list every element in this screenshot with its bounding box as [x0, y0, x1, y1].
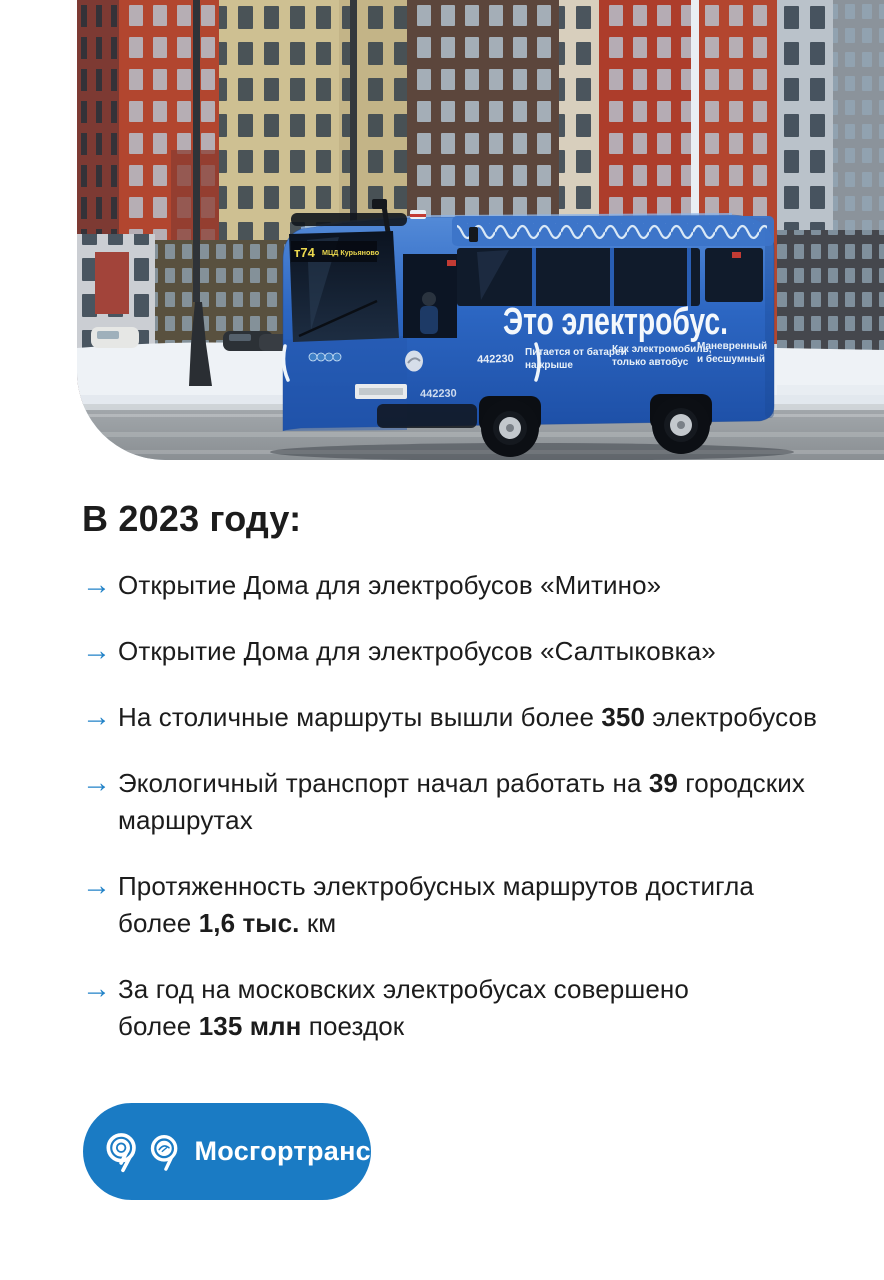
page-title: В 2023 году:: [82, 498, 302, 539]
list-item: [82, 971, 830, 1045]
list-item-text: [118, 765, 805, 839]
fleet-number-side: 442230: [419, 387, 457, 401]
slogan-2-line1: Как электромобиль,: [612, 344, 712, 355]
list-item-text: [118, 971, 689, 1045]
driver-silhouette: [422, 292, 436, 306]
list-item-text: [118, 567, 661, 604]
sticker-red-rear: [732, 252, 741, 258]
arrow-right-icon: →: [82, 701, 111, 733]
item-text: Открытие Дома для электробусов «Салтыковка»: [118, 636, 716, 666]
bus-headline-text: Это электробус.: [503, 301, 728, 343]
item-text: более: [118, 908, 199, 938]
slogan-2-line2: только автобус: [612, 357, 689, 368]
list-item-text: [118, 868, 754, 942]
moscow-transport-logo-icon: [101, 1119, 141, 1185]
mosgortrans-logo-icon: [147, 1120, 181, 1184]
item-text: электробусов: [645, 702, 817, 732]
list-item: [82, 567, 830, 604]
item-text: поездок: [301, 1011, 405, 1041]
slogan-3-line2: и бесшумный: [697, 354, 765, 365]
brand-name: Мосгортранс: [194, 1136, 371, 1166]
item-text: За год на московских электробусах совершено: [118, 974, 689, 1004]
item-text: Протяженность электробусных маршрутов достигла: [118, 871, 754, 901]
front-grille: [377, 404, 477, 428]
item-highlight: 39: [648, 768, 678, 798]
arrow-right-icon: →: [82, 635, 111, 667]
arrow-right-icon: →: [82, 870, 111, 902]
hero-photo: [77, 0, 884, 460]
list-item: [82, 699, 830, 736]
item-text: Открытие Дома для электробусов «Митино»: [118, 570, 662, 600]
roof-dome: [291, 213, 407, 226]
item-highlight: 135 млн: [198, 1011, 302, 1041]
arrow-right-icon: →: [82, 973, 111, 1005]
item-text: городских: [677, 768, 805, 798]
route-destination-text: МЦД Курьяново: [322, 248, 380, 257]
item-text: Экологичный транспорт начал работать на: [118, 768, 649, 798]
list-item-text: [118, 633, 716, 670]
item-text: км: [299, 908, 337, 938]
mirror-right: [469, 227, 478, 242]
content-section: [82, 498, 830, 1074]
item-highlight: 350: [601, 702, 646, 732]
slogan-1-line2: на крыше: [525, 360, 573, 371]
slogan-3-line1: Маневренный: [697, 341, 768, 352]
brand-pill: [83, 1103, 371, 1200]
list-item-text: [118, 699, 817, 736]
wave-pattern: [457, 223, 767, 240]
arrow-right-icon: →: [82, 569, 111, 601]
electrobus: [283, 199, 774, 457]
item-text: маршрутах: [118, 805, 253, 835]
slogan-1-line1: Питается от батареи: [525, 347, 627, 358]
list-item: [82, 765, 830, 839]
list-item: [82, 633, 830, 670]
fleet-number-front: 442230: [476, 352, 514, 367]
item-text: На столичные маршруты вышли более: [118, 702, 602, 732]
sticker-red-front: [447, 260, 456, 266]
maker-emblem: [405, 351, 423, 372]
list-item: [82, 868, 830, 942]
item-text: более: [118, 1011, 199, 1041]
bus-photo-illustration: [77, 0, 884, 460]
arrow-right-icon: →: [82, 767, 111, 799]
item-highlight: 1,6 тыс.: [198, 908, 300, 938]
route-number-text: т74: [294, 245, 315, 260]
